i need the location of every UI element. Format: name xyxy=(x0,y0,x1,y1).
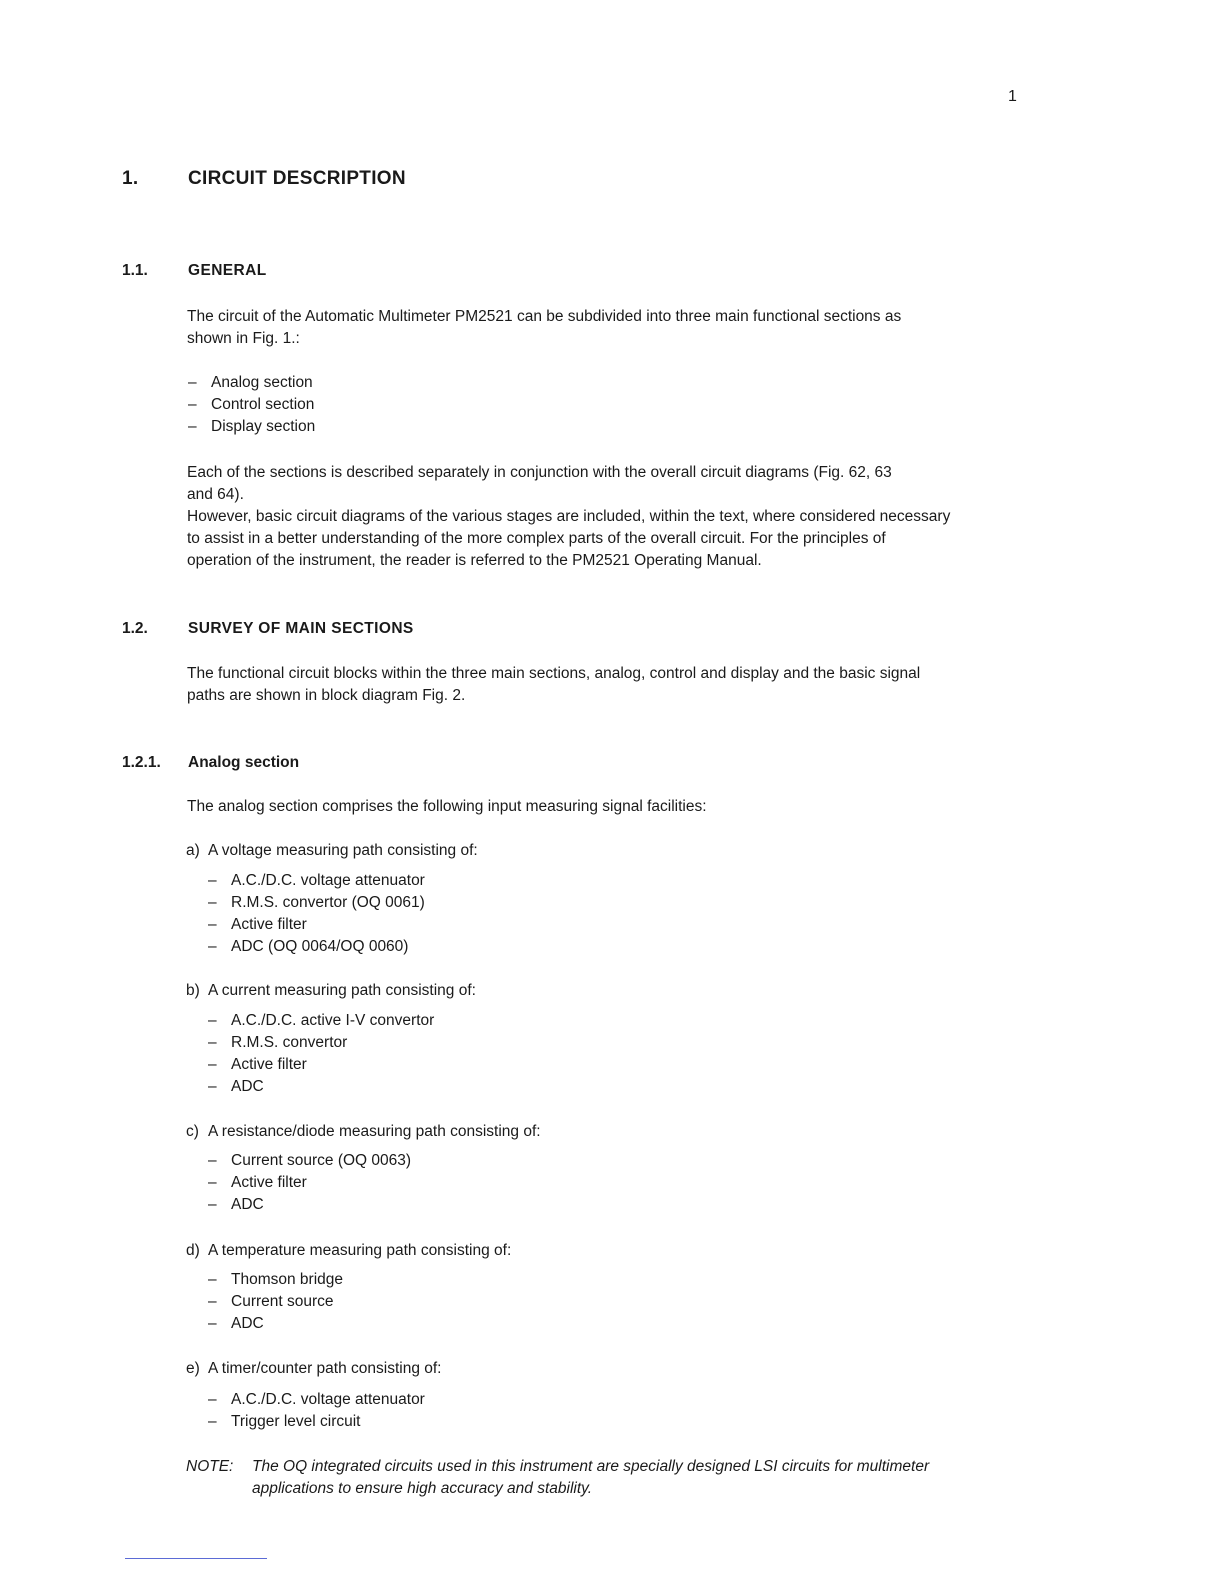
list-item: – Trigger level circuit xyxy=(208,1411,425,1433)
note-text: The OQ integrated circuits used in this instrument are specially designed LSI circuits for multimeter xyxy=(252,1458,930,1475)
note-label: NOTE: xyxy=(186,1458,234,1475)
list-item: – Active filter xyxy=(208,914,425,936)
text-line: Each of the sections is described separately in conjunction with the overall circuit diagrams (Fig. 62, 63 xyxy=(187,464,892,481)
path-label-b xyxy=(186,980,476,1002)
text-line: and 64). xyxy=(187,486,244,503)
list-item: – Analog section xyxy=(188,372,315,394)
note-line-2: applications to ensure high accuracy and stability. xyxy=(252,1480,593,1497)
analog-intro: The analog section comprises the following input measuring signal facilities: xyxy=(187,798,707,815)
path-label-d xyxy=(186,1240,511,1262)
list-item: – Current source xyxy=(208,1291,343,1313)
section-number-survey: 1.2. xyxy=(122,620,148,637)
path-title: A timer/counter path consisting of: xyxy=(208,1360,442,1377)
list-item: – ADC xyxy=(208,1313,343,1335)
sections-list xyxy=(188,372,315,438)
path-label-c xyxy=(186,1121,541,1143)
path-letter: c) xyxy=(186,1123,199,1140)
chapter-title: CIRCUIT DESCRIPTION xyxy=(188,168,406,189)
list-item: – Display section xyxy=(188,416,315,438)
path-title: A temperature measuring path consisting of: xyxy=(208,1242,512,1259)
path-title: A voltage measuring path consisting of: xyxy=(208,842,478,859)
list-item: – Thomson bridge xyxy=(208,1269,343,1291)
section-number-analog: 1.2.1. xyxy=(122,754,161,771)
list-item: – ADC xyxy=(208,1194,411,1216)
path-items-d xyxy=(208,1269,343,1335)
list-item: – A.C./D.C. active I-V convertor xyxy=(208,1010,434,1032)
page-number: 1 xyxy=(1008,88,1017,105)
path-items-c xyxy=(208,1150,411,1216)
section-title-survey: SURVEY OF MAIN SECTIONS xyxy=(188,620,414,637)
text-line: operation of the instrument, the reader is referred to the PM2521 Operating Manual. xyxy=(187,552,762,569)
list-item: – R.M.S. convertor xyxy=(208,1032,434,1054)
list-item: – ADC xyxy=(208,1076,434,1098)
text-line: The circuit of the Automatic Multimeter PM2521 can be subdivided into three main functional sections as xyxy=(187,308,902,325)
list-item: – A.C./D.C. voltage attenuator xyxy=(208,870,425,892)
section-title-general: GENERAL xyxy=(188,262,267,279)
path-items-e xyxy=(208,1389,425,1433)
section-number-general: 1.1. xyxy=(122,262,148,279)
note-block xyxy=(186,1456,1046,1500)
text-line: paths are shown in block diagram Fig. 2. xyxy=(187,687,466,704)
path-letter: d) xyxy=(186,1242,200,1259)
list-item: – Control section xyxy=(188,394,315,416)
footer-divider xyxy=(125,1558,267,1559)
list-item: – Active filter xyxy=(208,1172,411,1194)
text-line: shown in Fig. 1.: xyxy=(187,330,300,347)
path-letter: b) xyxy=(186,982,200,999)
path-title: A current measuring path consisting of: xyxy=(208,982,476,999)
section-title-analog: Analog section xyxy=(188,754,300,771)
text-line: However, basic circuit diagrams of the various stages are included, within the text, where considered necessary xyxy=(187,508,951,525)
text-line: to assist in a better understanding of the more complex parts of the overall circuit. For the principles of xyxy=(187,530,886,547)
path-items-b xyxy=(208,1010,434,1098)
list-item: – Current source (OQ 0063) xyxy=(208,1150,411,1172)
text-line: The functional circuit blocks within the three main sections, analog, control and display and the basic signal xyxy=(187,665,921,682)
general-para2 xyxy=(187,462,1027,572)
note-line-1 xyxy=(186,1456,1046,1478)
path-label-e xyxy=(186,1358,441,1380)
list-item: – Active filter xyxy=(208,1054,434,1076)
path-label-a xyxy=(186,840,478,862)
survey-para xyxy=(187,663,1027,707)
path-letter: a) xyxy=(186,842,200,859)
list-item: – R.M.S. convertor (OQ 0061) xyxy=(208,892,425,914)
list-item: – A.C./D.C. voltage attenuator xyxy=(208,1389,425,1411)
path-title: A resistance/diode measuring path consisting of: xyxy=(208,1123,541,1140)
path-letter: e) xyxy=(186,1360,200,1377)
list-item: – ADC (OQ 0064/OQ 0060) xyxy=(208,936,425,958)
path-items-a xyxy=(208,870,425,958)
chapter-number: 1. xyxy=(122,168,139,189)
general-intro xyxy=(187,306,1027,350)
